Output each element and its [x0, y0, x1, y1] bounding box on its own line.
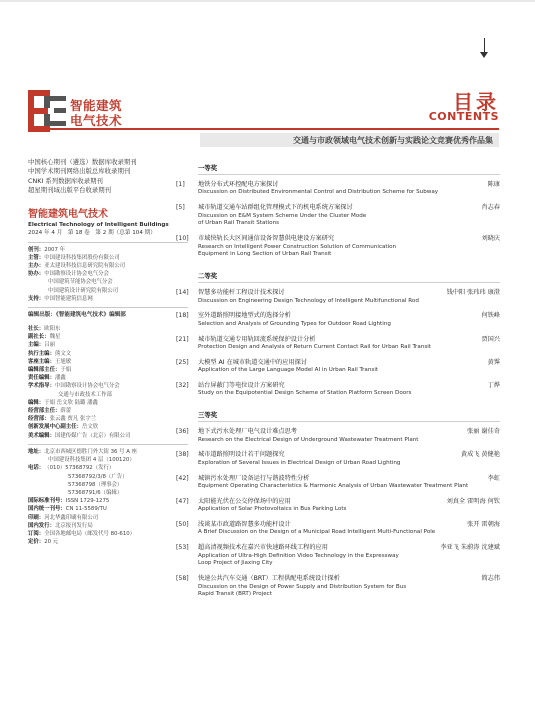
article-title-cn: 超高清视频技术在嘉兴市快速路环线工程的应用	[198, 544, 328, 552]
article-title-cn: 地铁分布式环控配电方案探讨	[198, 181, 279, 188]
divider	[28, 444, 188, 445]
logo-text-line2: 电气技术	[70, 113, 123, 128]
article-authors: 李虹	[487, 474, 500, 482]
article-title-cn: 城市道路照明设计若干问题探究	[198, 451, 285, 459]
toc-entry[interactable]	[176, 382, 500, 398]
section-divider	[198, 421, 500, 422]
award-section-heading: 三等奖	[198, 411, 218, 420]
page-number: [36]	[176, 428, 189, 436]
toc-entry[interactable]	[176, 521, 500, 537]
page-number: [42]	[176, 474, 189, 482]
article-title-en: Discussion on Engineering Design Technology of Intelligent Multifunctional Rod	[198, 297, 419, 304]
info-row: 国内发行： 北京报刊发行局	[28, 522, 93, 529]
toc-entry[interactable]	[176, 497, 500, 514]
article-title-cn: 城市轨道交通专用轨回流系统保护设计分析	[198, 335, 316, 343]
logo-mark-icon	[28, 90, 68, 132]
article-title-cn: 城市轨道交通车站群组化管理模式下的机电系统方案探讨	[198, 204, 353, 212]
article-title-cn: 室外道路照明接地型式的选择分析	[198, 312, 291, 320]
info-row: 副社长： 魏星	[28, 334, 61, 341]
address-continued: 中国建设科技集团 4 层（100120）	[48, 457, 135, 464]
toc-entry[interactable]	[176, 474, 500, 491]
article-title-cn: 大模型 AI 在城市轨道交通中的应用探讨	[198, 358, 307, 366]
database-item: 中国学术期刊网络出版总库收录期刊	[28, 167, 131, 176]
phone-row: 电话： （010）57368792（发行）	[28, 465, 115, 472]
info-row: 执行主编： 熊文文	[28, 350, 72, 357]
page-number: [53]	[176, 544, 189, 552]
toc-entry[interactable]	[176, 235, 500, 259]
title-divider	[28, 128, 499, 130]
page-number: [50]	[176, 521, 189, 529]
page-marker-line	[484, 38, 485, 52]
top-border	[0, 0, 535, 2]
table-of-contents	[176, 164, 500, 606]
article-authors: 简志伟	[481, 575, 500, 583]
article-title-en: Application of the Large Language Model AI in Urban Rail Transit	[198, 367, 379, 374]
phone-continued: 57368798（理事会）	[68, 481, 123, 488]
page-title: 目录	[453, 90, 499, 114]
logo-text-line1: 智能建筑	[70, 98, 123, 113]
magazine-name: 智能建筑电气技术	[28, 208, 108, 220]
info-row: 美术编辑： 国建传媒广告（北京）有限公司	[28, 432, 131, 439]
divider	[28, 242, 188, 243]
section-divider	[198, 174, 500, 175]
article-authors: 黄成飞 黄健艳	[460, 451, 500, 459]
award-section-heading: 一等奖	[198, 164, 218, 172]
article-title-cn: 站台屏蔽门等电位设计方案研究	[198, 382, 285, 390]
magazine-name-en: Electrical Technology of Intelligent Buildings	[28, 221, 169, 228]
article-title-en: Research on the Electrical Design of Underground Wastewater Treatment Plant	[198, 436, 419, 443]
article-title-cn: 太阳能光伏在公交停保场中的应用	[198, 497, 291, 505]
info-row: 主编： 吕丽	[28, 342, 55, 349]
info-row: 订阅： 全国各地邮电局（邮发代号 80-610）	[28, 530, 136, 537]
info-row: 创刊： 2007 年	[28, 246, 66, 253]
info-continued: 中国建筑设计研究院有限公司	[48, 287, 119, 294]
phone-continued: 57368792/3/8（广告）	[68, 473, 128, 480]
info-row: 编辑： 于娟 岳文欣 陆璐 潘鑫	[28, 399, 98, 406]
info-row: 印刷： 河北华鑫印刷有限公司	[28, 514, 99, 521]
page-number: [38]	[176, 451, 189, 459]
arrow-down-icon	[480, 52, 488, 58]
collection-subtitle: 交通与市政领域电气技术创新与实践论文竞赛优秀作品集	[293, 136, 493, 145]
article-title-en: Equipment Operating Characteristics & Harmonic Analysis of Urban Wastewater Treatment Plant	[198, 483, 469, 490]
article-title-en: Equipment in Long Section of Urban Rail Transit	[198, 251, 332, 258]
issue-info: 2024 年 4 月 第 18 卷 第 2 期（总第 104 期）	[28, 229, 156, 236]
article-title-cn: 智慧多功能杆工程设计技术探讨	[198, 289, 285, 297]
article-title-cn: 市域快轨长大区间通信设备智慧供电建设方案研究	[198, 235, 335, 243]
article-title-cn: 浅谈某市政道路智慧多功能杆设计	[198, 521, 291, 529]
toc-entry[interactable]	[176, 289, 500, 305]
article-title-en: Discussion on Distributed Environmental Control and Distribution Scheme for Subway	[198, 189, 439, 196]
info-row: 客座主编： 王旭敏	[28, 358, 72, 365]
toc-entry[interactable]	[176, 575, 500, 599]
database-item: CNKI 系列数据库收录期刊	[28, 176, 103, 185]
article-title-en: Discussion on E&M System Scheme Under the Cluster Mode	[198, 212, 367, 219]
article-authors: 丁烨	[487, 382, 500, 390]
article-authors: 黄霁	[487, 358, 500, 366]
toc-entry[interactable]	[176, 312, 500, 328]
article-title-cn: 快速公共汽车交通（BRT）工程供配电系统设计探析	[198, 575, 340, 583]
info-row: 定价： 20 元	[28, 539, 59, 546]
info-row: 支持： 中国智能建筑信息网	[28, 295, 93, 302]
article-title-en: Rapid Transit (BRT) Project	[198, 591, 272, 598]
article-authors: 钱中阳 张玮玮 康澄	[446, 289, 500, 297]
article-title-cn: 城镇污水处理厂设备运行与谐波特性分析	[198, 474, 310, 482]
article-title-en: Protection Design and Analysis of Return Current Contact Rail for Urban Rail Transit	[198, 344, 431, 351]
article-title-en: Application of Ultra-High Definition Video Technology in the Expressway	[198, 552, 399, 559]
page-number: [58]	[176, 575, 189, 583]
article-authors: 何铁峰	[481, 312, 500, 320]
page-number: [32]	[176, 382, 189, 390]
section-divider	[198, 282, 500, 283]
editorial-office: 编辑出版：《智能建筑电气技术》编辑部	[28, 312, 126, 319]
page-number: [18]	[176, 312, 189, 320]
article-title-en: Study on the Equipotential Design Scheme of Station Platform Screen Doors	[198, 390, 412, 397]
magazine-logo	[28, 90, 168, 132]
info-continued: 交通与市政技术工作部	[58, 391, 112, 398]
article-authors: 陈康	[487, 181, 500, 188]
database-item: 超星期刊域出版平台收录期刊	[28, 186, 112, 195]
page-number: [10]	[176, 235, 189, 243]
divider	[28, 307, 188, 308]
article-authors: 肖志春	[481, 204, 500, 212]
phone-continued: 57368791/6（编辑）	[68, 489, 123, 496]
article-authors: 张丽 谢佳奇	[467, 428, 500, 436]
toc-entry[interactable]	[176, 204, 500, 228]
page-number: [14]	[176, 289, 189, 297]
info-row: 主办： 亚太建设科技信息研究院有限公司	[28, 263, 126, 270]
article-authors: 贾国兴	[481, 335, 500, 343]
page-title-en: CONTENTS	[428, 110, 499, 123]
toc-entry[interactable]	[176, 181, 500, 197]
page-number: [21]	[176, 335, 189, 343]
page-number: [5]	[176, 204, 185, 212]
info-row: 责任编辑： 潘鑫	[28, 375, 66, 382]
info-row: 主管： 中国建设科技集团股份有限公司	[28, 254, 120, 261]
article-title-en: Exploration of Several Issues in Electrical Design of Urban Road Lighting	[198, 459, 401, 466]
masthead-column	[28, 158, 188, 546]
toc-entry[interactable]	[176, 358, 500, 375]
info-row: 国内统一刊号： CN 11-5589/TU	[28, 506, 107, 513]
database-item: 中国核心期刊（遴选）数据库收录期刊	[28, 158, 137, 166]
database-list	[28, 158, 188, 196]
article-authors: 刘晓庆	[481, 235, 500, 243]
award-section-heading: 二等奖	[198, 272, 218, 281]
info-row: 协办： 中国勘察设计协会电气分会	[28, 271, 109, 278]
article-title-en: of Urban Rail Transit Stations	[198, 220, 280, 227]
info-row: 创新发展中心副主任： 岳文欣	[28, 424, 99, 431]
address-row: 地址： 北京市西城区德胜门外大街 36 号 A 座	[28, 448, 138, 455]
article-title-en: Research on Intelligent Power Construction Solution of Communication	[198, 243, 397, 250]
toc-entry[interactable]	[176, 451, 500, 467]
toc-entry[interactable]	[176, 335, 500, 352]
article-title-cn: 地下式污水处理厂电气设计难点思考	[198, 428, 297, 436]
article-authors: 张开 雷朝海	[467, 521, 500, 529]
toc-entry[interactable]	[176, 544, 500, 568]
info-row: 经营部主任： 薛蕾	[28, 408, 72, 415]
article-title-en: A Brief Discussion on the Design of a Municipal Road Intelligent Multi-Functional Pole	[198, 529, 436, 536]
info-row: 社长： 欧阳东	[28, 326, 61, 333]
info-continued: 中国建筑节能协会电气分会	[48, 279, 113, 286]
article-authors: 李亚飞 朱蔚涛 沈建斌	[440, 544, 500, 552]
article-authors: 刘真全 雷明海 何钦	[446, 497, 500, 505]
article-title-en: Discussion on the Design of Power Supply and Distribution System for Bus	[198, 583, 407, 590]
article-title-en: Application of Solar Photovoltaics in Bus Parking Lots	[198, 506, 347, 513]
page-number: [25]	[176, 358, 189, 366]
info-row: 国际标准刊号： ISSN 1729-1275	[28, 498, 110, 505]
info-row: 经营部： 张云鑫 贾凡 张宇兰	[28, 416, 97, 423]
info-row: 学术指导： 中国勘察设计协会电气分会	[28, 383, 120, 390]
article-title-en: Loop Project of Jiaxing City	[198, 560, 273, 567]
info-row: 编辑部主任： 于娟	[28, 367, 72, 374]
article-title-en: Selection and Analysis of Grounding Types for Outdoor Road Lighting	[198, 320, 391, 327]
page-number: [1]	[176, 181, 185, 188]
page-number: [47]	[176, 497, 189, 505]
toc-entry[interactable]	[176, 428, 500, 444]
